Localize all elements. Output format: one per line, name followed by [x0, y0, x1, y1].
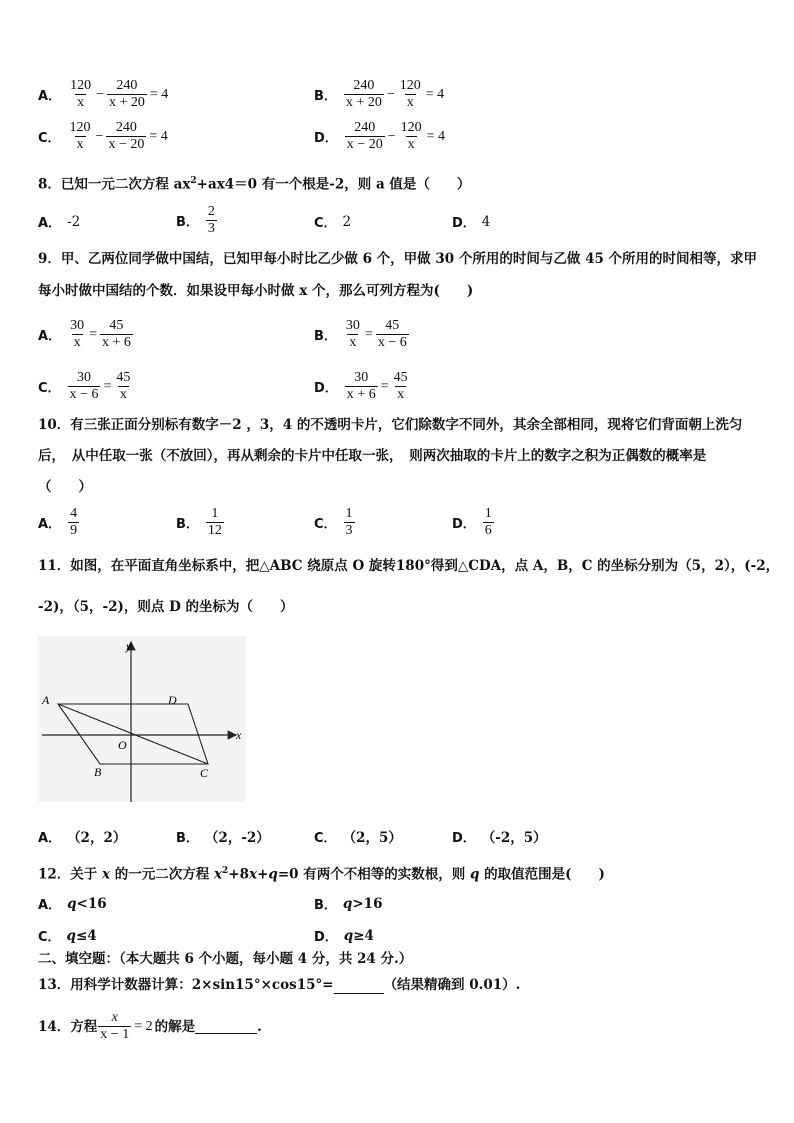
question-13: 13．用科学计数器计算：2×sin15°×cos15°= （结果精确到 0.01）.	[38, 977, 521, 993]
option-11a: A． （2，2）	[38, 830, 127, 846]
option-11d: D． （-2，5）	[452, 830, 547, 846]
question-11-line2: -2)，（5，-2)，则点 D 的坐标为（ ）	[38, 599, 294, 615]
fraction: $\frac{x}{x - 1}$	[100, 1010, 130, 1042]
diagonal-ac	[58, 704, 208, 764]
question-12-stem: 12．关于 x 的一元二次方程 $x^2+8x+q=0$ 有两个不相等的实数根，则 q 的取值范围是( )	[38, 866, 605, 883]
answer-blank[interactable]	[195, 1019, 257, 1034]
label-y: y	[126, 639, 132, 653]
option-8d: D． 4	[452, 213, 491, 231]
option-12b: B． q >16	[314, 895, 383, 913]
question-10-line2: 后， 从中任取一张（不放回），再从剩余的卡片中任取一张， 则两次抽取的卡片上的数字之积为正偶数的概率是	[38, 448, 707, 464]
option-10d: D． $\frac{1}{6}$	[452, 506, 492, 538]
option-7b: B． $\frac{240}{x + 20}$ − $\frac{120}{x}$ = 4	[314, 78, 445, 110]
label-d: D	[168, 693, 177, 707]
coordinate-plane-svg	[38, 636, 246, 802]
option-9c: C． $\frac{30}{x - 6}$ = $\frac{45}{x}$	[38, 370, 131, 402]
fraction: $\frac{45}{x + 6}$	[101, 318, 131, 350]
option-8c: C． 2	[314, 213, 352, 231]
option-8b: B． $\frac{2}{3}$	[176, 204, 215, 236]
fraction: $\frac{45}{x}$	[393, 370, 408, 402]
label-c: C	[200, 766, 209, 780]
option-11c: C． （2，5）	[314, 830, 402, 846]
fraction: $\frac{30}{x + 6}$	[346, 370, 376, 402]
option-12c: C． q ≤4	[38, 927, 97, 945]
question-9-line1: 9．甲、乙两位同学做中国结，已知甲每小时比乙少做 6 个，甲做 30 个所用的时间与乙做 45 个所用的时间相等，求甲	[38, 251, 758, 267]
fraction: $\frac{240}{x - 20}$	[346, 120, 383, 152]
question-9-line2: 每小时做中国结的个数．如果设甲每小时做 x 个，那么可列方程为( )	[38, 283, 474, 299]
label-o: O	[118, 738, 127, 752]
question-14: 14．方程 $\frac{x}{x - 1}$ = 2 的解是 .	[38, 1010, 262, 1042]
fraction: $\frac{240}{x + 20}$	[345, 78, 382, 110]
option-9a: A． $\frac{30}{x}$ = $\frac{45}{x + 6}$	[38, 318, 131, 350]
option-label: B．	[314, 89, 337, 104]
fraction: $\frac{120}{x}$	[399, 78, 421, 110]
fraction: $\frac{120}{x}$	[70, 78, 92, 110]
option-10b: B． $\frac{1}{12}$	[176, 506, 222, 538]
option-label: C．	[38, 131, 61, 146]
fraction: $\frac{30}{x}$	[70, 318, 85, 350]
option-9d: D． $\frac{30}{x + 6}$ = $\frac{45}{x}$	[314, 370, 408, 402]
fraction: $\frac{45}{x - 6}$	[377, 318, 407, 350]
fraction: $\frac{240}{x + 20}$	[108, 78, 145, 110]
section-heading: 二、填空题：（本大题共 6 个小题，每小题 4 分，共 24 分.）	[38, 951, 413, 967]
fraction: $\frac{1}{6}$	[484, 506, 492, 538]
option-11b: B． （2，-2）	[176, 830, 270, 846]
option-label: A．	[38, 89, 62, 104]
fraction: $\frac{30}{x - 6}$	[69, 370, 99, 402]
fraction: $\frac{1}{3}$	[345, 506, 353, 538]
fraction: $\frac{240}{x - 20}$	[108, 120, 145, 152]
question-8-stem: 8．已知一元二次方程 $ax^2+ax4=0$ 有一个根是-2，则 a 值是（ ）	[38, 176, 471, 193]
fraction: $\frac{30}{x}$	[345, 318, 360, 350]
coordinate-figure	[38, 636, 246, 802]
option-12a: A． q <16	[38, 895, 107, 913]
option-7a: A． $\frac{120}{x}$ − $\frac{240}{x + 20}$ = 4	[38, 78, 169, 110]
fraction: $\frac{2}{3}$	[207, 204, 215, 236]
answer-blank[interactable]	[334, 979, 384, 994]
option-7c: C． $\frac{120}{x}$ − $\frac{240}{x - 20}$ = 4	[38, 120, 168, 152]
fraction: $\frac{120}{x}$	[69, 120, 91, 152]
question-10-line3: （ ）	[38, 479, 92, 495]
label-x: x	[236, 728, 242, 742]
question-11-line1: 11．如图，在平面直角坐标系中，把△ABC 绕原点 O 旋转180°得到△CDA，点 A，B，C 的坐标分别为（5，2），(-2，	[38, 558, 780, 574]
label-b: B	[94, 765, 102, 779]
fraction: $\frac{120}{x}$	[400, 120, 422, 152]
fraction: $\frac{4}{9}$	[70, 506, 78, 538]
option-label: D．	[314, 131, 338, 146]
option-10c: C． $\frac{1}{3}$	[314, 506, 353, 538]
label-a: A	[42, 693, 50, 707]
option-12d: D． q ≥4	[314, 927, 374, 945]
option-10a: A． $\frac{4}{9}$	[38, 506, 78, 538]
option-8a: A． -2	[38, 213, 81, 231]
fraction: $\frac{45}{x}$	[116, 370, 131, 402]
question-10-line1: 10．有三张正面分别标有数字－2 ，3，4 的不透明卡片，它们除数字不同外，其余全部相同，现将它们背面朝上洗匀	[38, 417, 743, 433]
option-7d: D． $\frac{240}{x - 20}$ − $\frac{120}{x}$ = 4	[314, 120, 446, 152]
option-9b: B． $\frac{30}{x}$ = $\frac{45}{x - 6}$	[314, 318, 407, 350]
fraction: $\frac{1}{12}$	[207, 506, 222, 538]
